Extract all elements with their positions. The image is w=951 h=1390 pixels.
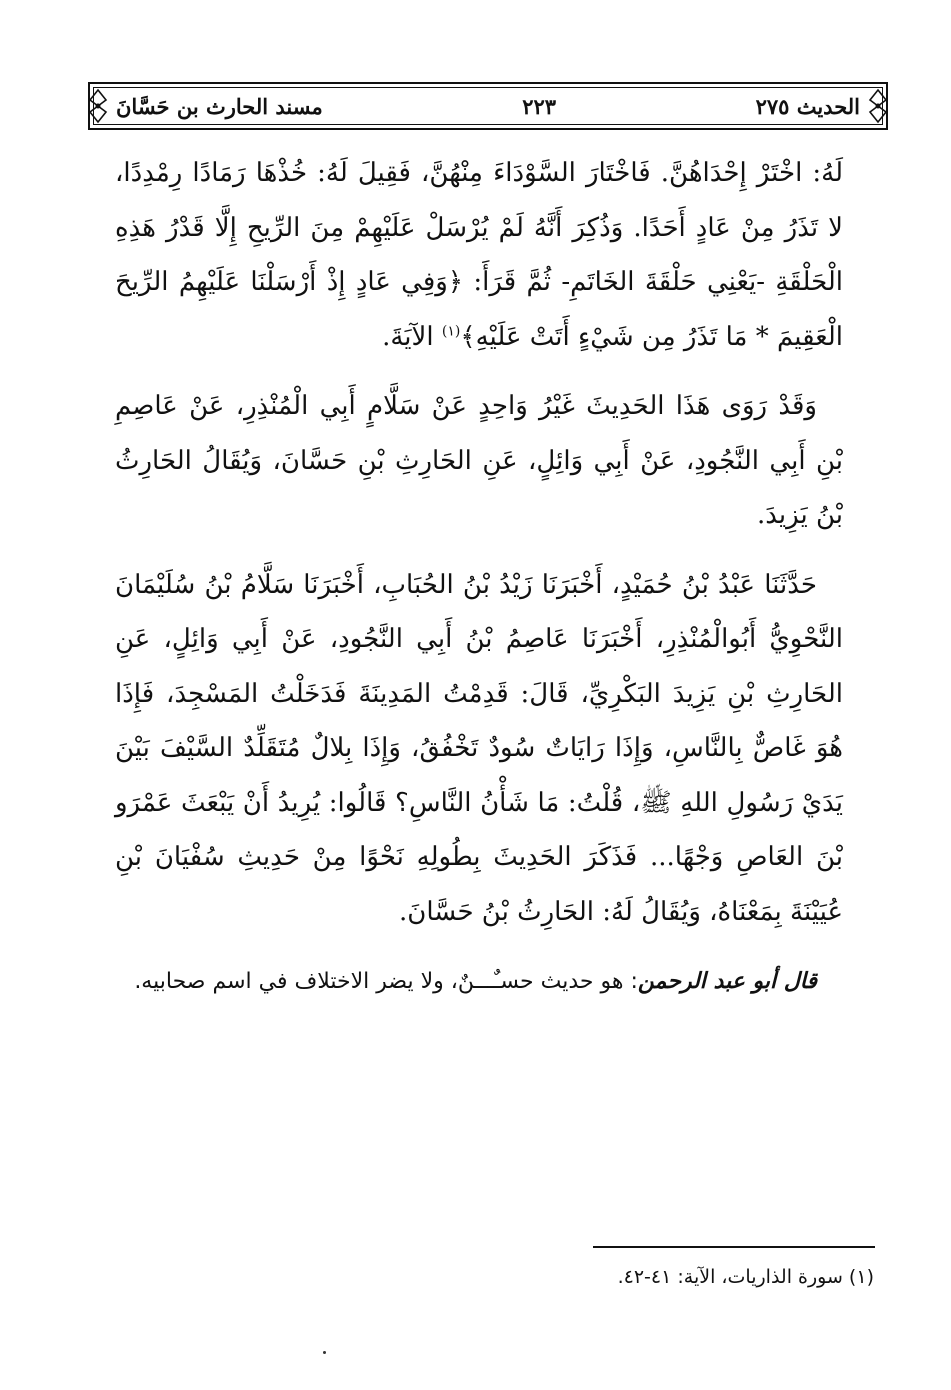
page-header: [88, 82, 888, 130]
page-body: [115, 146, 843, 1010]
header-title: مسند الحارث بن حَسَّانَ: [116, 93, 323, 119]
paragraph-1-text: لَهُ: اخْتَرْ إِحْدَاهُنَّ. فَاخْتَارَ السَّوْدَاءَ مِنْهُنَّ، فَقِيلَ لَهُ: خُذْهَا رَمَادًا رِمْدِدًا، لا تَذَرُ مِنْ عَادٍ أَحَدًا. وَذُكِرَ أَنَّهُ لَمْ يُرْسَلْ عَلَيْهِمْ مِنَ الرِّيحِ إِلَّا قَدْرُ هَذِهِ الْحَلْقَةِ -يَعْنِي حَلْقَةَ الخَاتَمِ- ثُمَّ قَرَأَ:: [115, 158, 843, 297]
author-calligraphy: قال أبو عبد الرحمن: [637, 968, 817, 994]
header-inner-frame: [93, 87, 883, 125]
hadith-number: الحديث ٢٧٥: [755, 93, 860, 119]
footnote-divider: [593, 1246, 875, 1248]
quran-verse: ﴿وَفِي عَادٍ إِذْ أَرْسَلْنَا عَلَيْهِمُ الرِّيحَ الْعَقِيمَ * مَا تَذَرُ مِن شَيْءٍ أَتَتْ عَلَيْهِ﴾: [115, 267, 843, 352]
footnote: (١) سورة الذاريات، الآية: ٤١-٤٢.: [617, 1266, 874, 1288]
page-number: ٢٢٣: [522, 93, 557, 119]
scan-speck: [323, 1351, 326, 1354]
paragraph-2: وَقَدْ رَوَى هَذَا الحَدِيثَ غَيْرُ وَاحِدٍ عَنْ سَلَّامٍ أَبِي الْمُنْذِرِ، عَنْ عَاصِمِ بْنِ أَبِي النَّجُودِ، عَنْ أَبِي وَائِلٍ، عَنِ الحَارِثِ بْنِ حَسَّانَ، وَيُقَالُ الحَارِثُ بْنُ يَزِيدَ.: [115, 391, 843, 530]
left-ornament-icon: [86, 88, 110, 124]
paragraph-1-end: الآيَةَ.: [382, 321, 442, 352]
paragraph-3: حَدَّثَنَا عَبْدُ بْنُ حُمَيْدٍ، أَخْبَرَنَا زَيْدُ بْنُ الحُبَابِ، أَخْبَرَنَا سَلَّامُ بْنُ سُلَيْمَانَ النَّحْوِيُّ أَبُوالْمُنْذِرِ، أَخْبَرَنَا عَاصِمُ بْنُ أَبِي النَّجُودِ، عَنْ أَبِي وَائِلٍ، عَنِ الحَارِثِ بْنِ يَزِيدَ البَكْرِيِّ، قَالَ: قَدِمْتُ المَدِينَةَ فَدَخَلْتُ المَسْجِدَ، فَإِذَا هُوَ غَاصٌّ بِالنَّاسِ، وَإِذَا رَايَاتٌ سُودٌ تَخْفُقُ، وَإِذَا بِلالٌ مُتَقَلِّدٌ السَّيْفَ بَيْنَ يَدَيْ رَسُولِ اللهِ ﷺ، قُلْتُ: مَا شَأْنُ النَّاسِ؟ قَالُوا: يُرِيدُ أَنْ يَبْعَثَ عَمْرَو بْنَ العَاصِ وَجْهًا... فَذَكَرَ الحَدِيثَ بِطُولِهِ نَحْوًا مِنْ حَدِيثِ سُفْيَانَ بْنِ عُيَيْنَةَ بِمَعْنَاهُ، وَيُقَالُ لَهُ: الحَارِثُ بْنُ حَسَّانَ.: [115, 569, 843, 927]
closing-remark: [115, 954, 843, 1010]
closing-text: : هو حديث حسـٌـــنٌ، ولا يضر الاختلاف في اسم صحابيه.: [134, 969, 638, 994]
right-ornament-icon: [866, 88, 890, 124]
paragraph-1: [115, 146, 843, 364]
footnote-ref: (١): [441, 322, 461, 339]
